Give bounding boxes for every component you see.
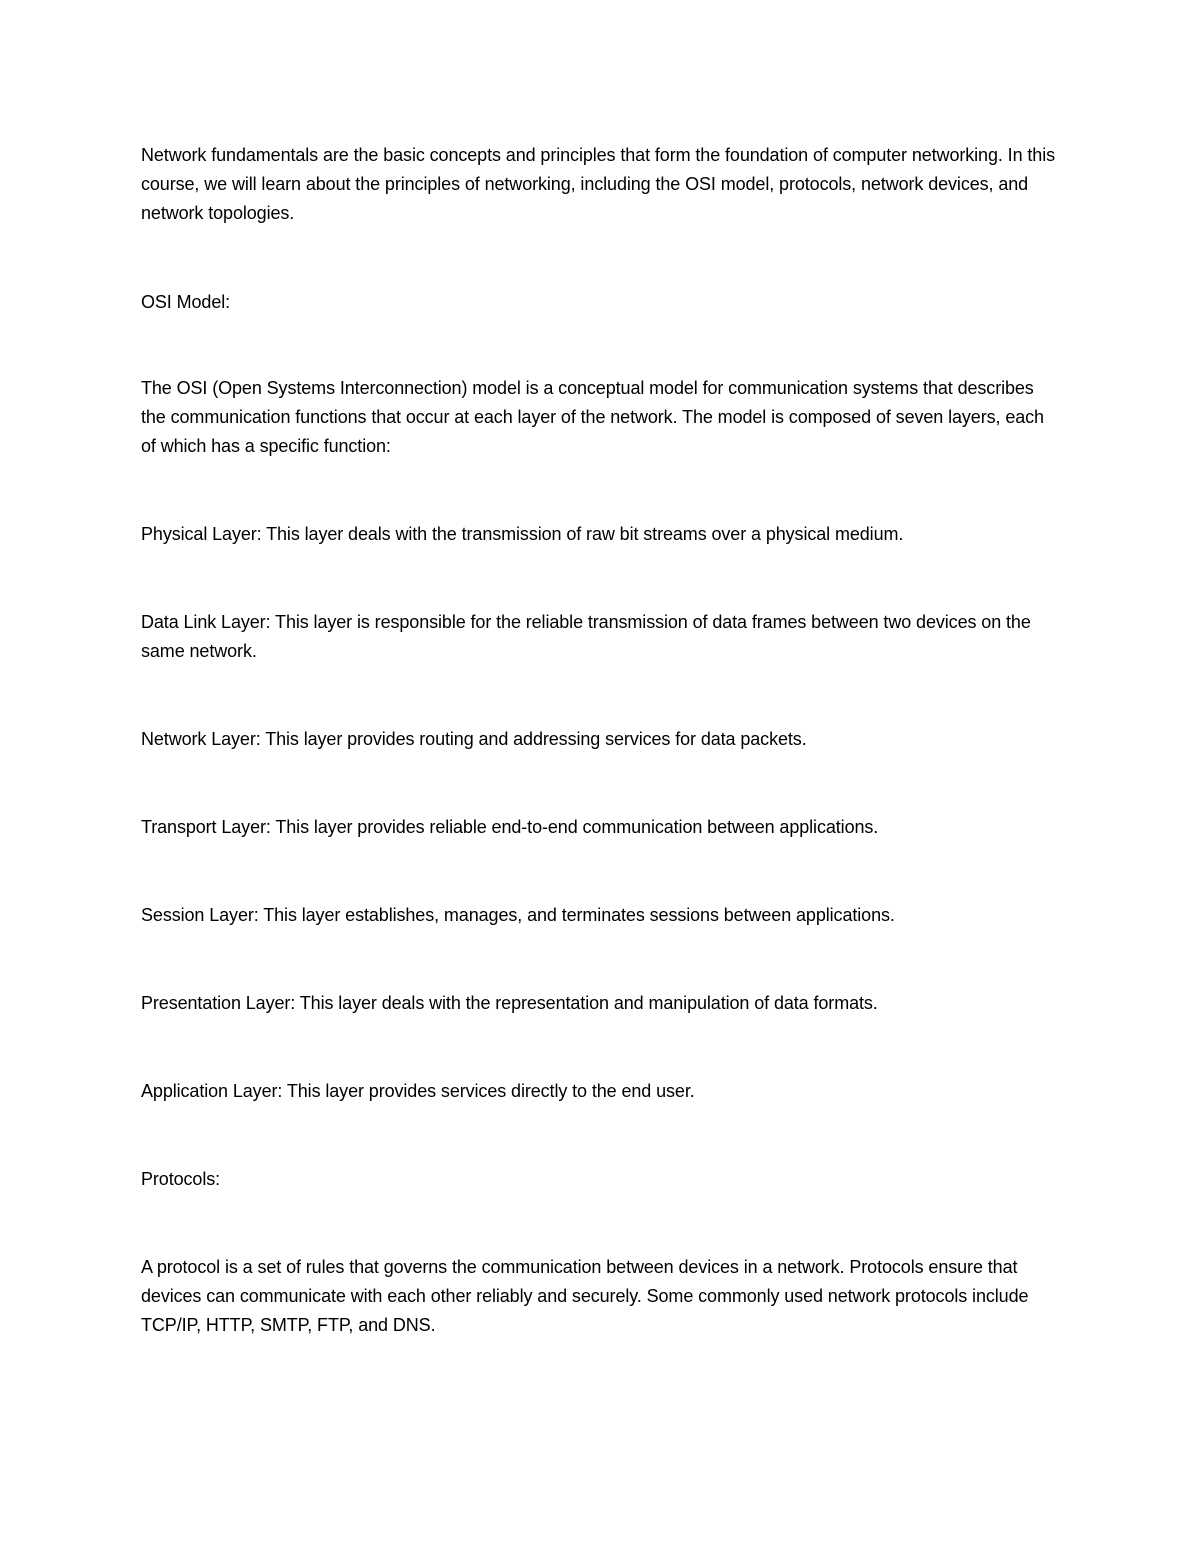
- session-layer-paragraph: Session Layer: This layer establishes, manages, and terminates sessions between applications.: [141, 905, 895, 925]
- protocols-description: A protocol is a set of rules that governs the communication between devices in a network. Protocols ensure that devices can communicate with each other reliably and securely. Some commonly used network protocols include TCP/IP, HTTP, SMTP, FTP, and DNS.: [141, 1257, 1029, 1335]
- transport-layer-paragraph: Transport Layer: This layer provides reliable end-to-end communication between applications.: [141, 817, 879, 837]
- network-layer-paragraph: Network Layer: This layer provides routing and addressing services for data packets.: [141, 729, 807, 749]
- data-link-layer-paragraph: Data Link Layer: This layer is responsible for the reliable transmission of data frames between two devices on the same network.: [141, 612, 1031, 661]
- protocols-heading: Protocols:: [141, 1169, 221, 1189]
- intro-paragraph: Network fundamentals are the basic concepts and principles that form the foundation of computer networking. In this course, we will learn about the principles of networking, including the OSI model, protocols, network devices, and network topologies.: [141, 145, 1056, 223]
- osi-model-heading: OSI Model:: [141, 292, 231, 312]
- physical-layer-paragraph: Physical Layer: This layer deals with the transmission of raw bit streams over a physical medium.: [141, 524, 904, 544]
- application-layer-paragraph: Application Layer: This layer provides services directly to the end user.: [141, 1081, 695, 1101]
- osi-model-description: The OSI (Open Systems Interconnection) model is a conceptual model for communication systems that describes the communication functions that occur at each layer of the network. The model is composed of seven layers, each of which has a specific function:: [141, 378, 1044, 456]
- presentation-layer-paragraph: Presentation Layer: This layer deals with the representation and manipulation of data formats.: [141, 993, 878, 1013]
